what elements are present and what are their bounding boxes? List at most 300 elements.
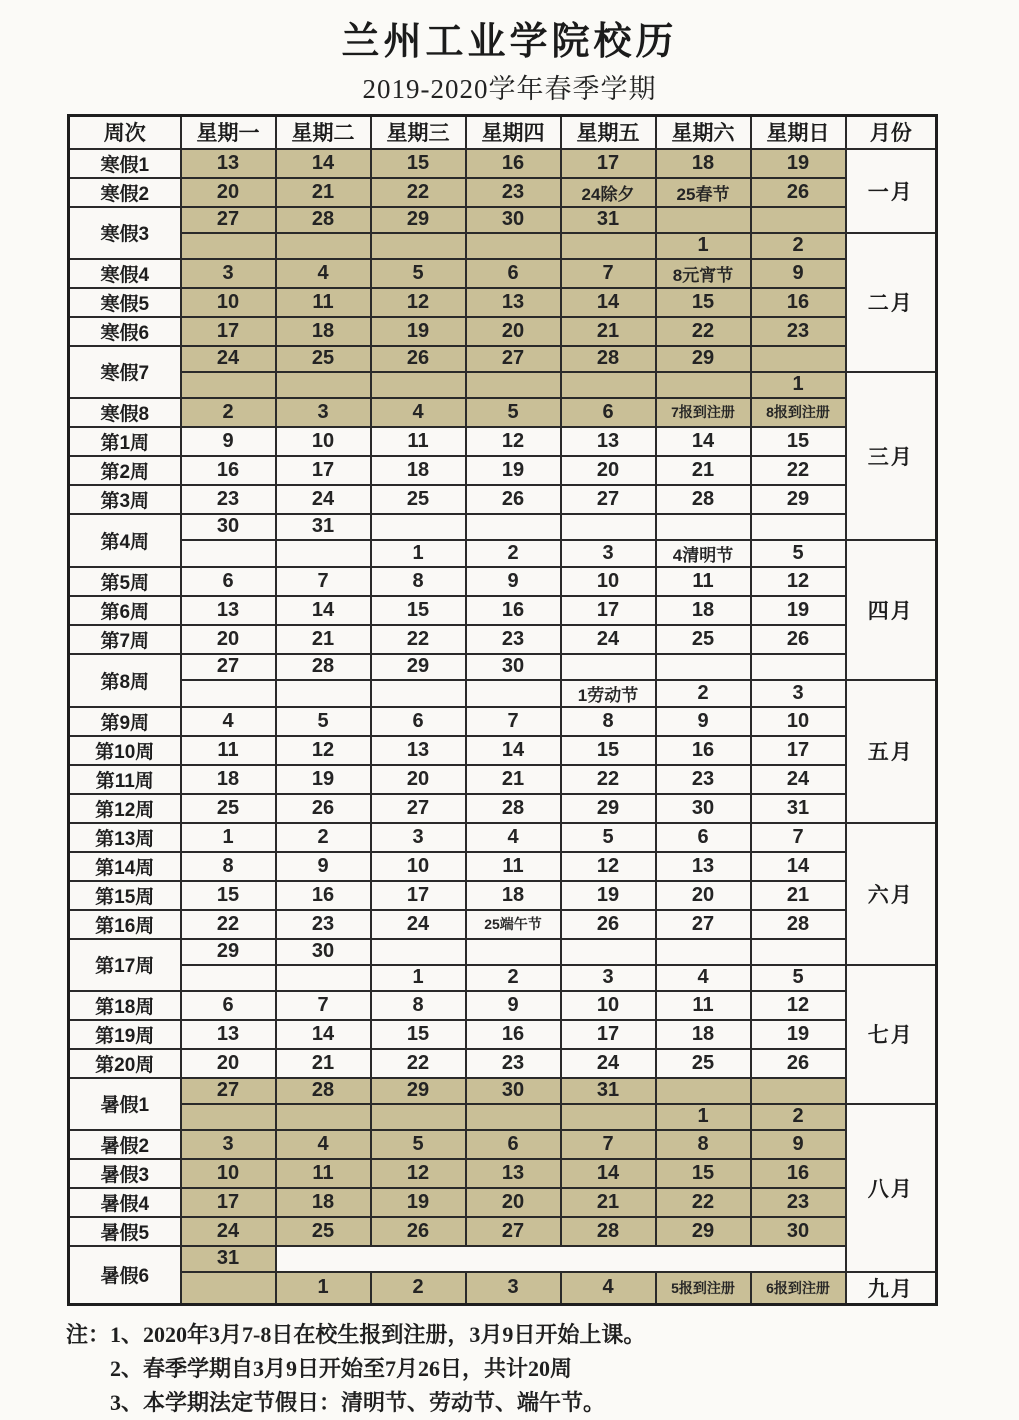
calendar-row xyxy=(69,1217,937,1246)
date-cell xyxy=(181,1272,276,1305)
date-cell: 9 xyxy=(181,427,276,456)
date-cell: 25 xyxy=(371,485,466,514)
date-cell: 21 xyxy=(656,456,751,485)
week-label: 暑假3 xyxy=(69,1159,181,1188)
date-cell xyxy=(181,680,276,707)
date-cell: 1 xyxy=(371,540,466,567)
date-cell: 12 xyxy=(371,1159,466,1188)
date-cell xyxy=(371,680,466,707)
calendar-row xyxy=(69,823,937,852)
date-cell: 29 xyxy=(371,207,466,233)
date-cell: 4 xyxy=(561,1272,656,1305)
date-cell: 22 xyxy=(656,317,751,346)
date-cell: 14 xyxy=(276,149,371,178)
week-label: 第20周 xyxy=(69,1049,181,1078)
date-cell xyxy=(181,965,276,991)
date-cell: 23 xyxy=(181,485,276,514)
date-cell: 2 xyxy=(466,965,561,991)
week-label: 暑假1 xyxy=(69,1078,181,1130)
date-cell: 16 xyxy=(656,736,751,765)
calendar-row xyxy=(69,910,937,939)
date-cell: 5 xyxy=(561,823,656,852)
calendar-row xyxy=(69,1272,937,1305)
date-cell xyxy=(371,514,466,540)
column-header: 星期五 xyxy=(561,116,656,149)
column-header: 月份 xyxy=(846,116,937,149)
calendar-row xyxy=(69,654,937,680)
date-cell: 13 xyxy=(561,427,656,456)
date-cell: 15 xyxy=(371,149,466,178)
date-cell: 5 xyxy=(466,398,561,427)
calendar-row xyxy=(69,680,937,707)
date-cell: 10 xyxy=(181,288,276,317)
date-cell: 25 xyxy=(656,1049,751,1078)
week-label: 第2周 xyxy=(69,456,181,485)
date-cell: 10 xyxy=(181,1159,276,1188)
date-cell: 7 xyxy=(466,707,561,736)
date-cell: 16 xyxy=(466,596,561,625)
date-cell: 9 xyxy=(751,259,846,288)
date-cell: 13 xyxy=(181,596,276,625)
date-cell: 24 xyxy=(276,485,371,514)
week-label: 暑假4 xyxy=(69,1188,181,1217)
calendar-row xyxy=(69,736,937,765)
date-cell: 6 xyxy=(466,1130,561,1159)
date-cell: 14 xyxy=(276,1020,371,1049)
date-cell: 20 xyxy=(656,881,751,910)
week-label: 第8周 xyxy=(69,654,181,707)
month-cell: 六月 xyxy=(846,823,937,965)
date-cell: 21 xyxy=(276,1049,371,1078)
date-cell: 16 xyxy=(751,288,846,317)
date-cell: 19 xyxy=(371,1188,466,1217)
week-label: 第14周 xyxy=(69,852,181,881)
calendar-row xyxy=(69,765,937,794)
calendar-row xyxy=(69,346,937,372)
column-header: 星期二 xyxy=(276,116,371,149)
date-cell: 28 xyxy=(656,485,751,514)
date-cell xyxy=(751,654,846,680)
note-item: 2、春季学期自3月9日开始至7月26日，共计20周 xyxy=(110,1355,573,1381)
date-cell: 20 xyxy=(466,1188,561,1217)
date-cell: 22 xyxy=(656,1188,751,1217)
date-cell: 25 xyxy=(276,346,371,372)
date-cell: 23 xyxy=(466,625,561,654)
date-cell xyxy=(276,540,371,567)
date-cell: 2 xyxy=(466,540,561,567)
date-cell: 15 xyxy=(181,881,276,910)
date-cell: 17 xyxy=(181,1188,276,1217)
date-cell: 21 xyxy=(276,625,371,654)
date-cell: 6 xyxy=(371,707,466,736)
date-cell: 2 xyxy=(181,398,276,427)
date-cell: 24 xyxy=(181,1217,276,1246)
date-cell xyxy=(561,654,656,680)
date-cell: 18 xyxy=(656,596,751,625)
week-label: 第1周 xyxy=(69,427,181,456)
column-header: 星期四 xyxy=(466,116,561,149)
month-cell: 七月 xyxy=(846,965,937,1104)
date-cell: 10 xyxy=(751,707,846,736)
week-label: 寒假7 xyxy=(69,346,181,398)
date-cell: 26 xyxy=(751,1049,846,1078)
calendar-row xyxy=(69,1020,937,1049)
header-row xyxy=(69,116,937,149)
week-label: 寒假2 xyxy=(69,178,181,207)
date-cell xyxy=(751,939,846,965)
date-cell: 8 xyxy=(371,567,466,596)
date-cell: 22 xyxy=(371,625,466,654)
date-cell: 11 xyxy=(181,736,276,765)
date-cell xyxy=(656,1078,751,1104)
date-cell: 13 xyxy=(656,852,751,881)
date-cell: 3 xyxy=(466,1272,561,1305)
date-cell: 26 xyxy=(466,485,561,514)
date-cell: 6 xyxy=(561,398,656,427)
date-cell: 10 xyxy=(371,852,466,881)
month-cell: 一月 xyxy=(846,149,937,233)
week-label: 暑假6 xyxy=(69,1246,181,1305)
date-cell: 3 xyxy=(561,540,656,567)
date-cell xyxy=(466,514,561,540)
week-label: 寒假1 xyxy=(69,149,181,178)
date-cell: 27 xyxy=(656,910,751,939)
date-cell: 15 xyxy=(371,596,466,625)
date-cell: 5 xyxy=(371,1130,466,1159)
date-cell: 30 xyxy=(466,1078,561,1104)
date-cell: 16 xyxy=(751,1159,846,1188)
calendar-row xyxy=(69,596,937,625)
month-cell: 五月 xyxy=(846,680,937,823)
date-cell: 28 xyxy=(276,1078,371,1104)
date-cell: 9 xyxy=(466,567,561,596)
calendar-row xyxy=(69,259,937,288)
date-cell: 11 xyxy=(466,852,561,881)
date-cell: 30 xyxy=(276,939,371,965)
date-cell: 26 xyxy=(561,910,656,939)
date-cell: 30 xyxy=(466,207,561,233)
date-cell: 31 xyxy=(561,1078,656,1104)
date-cell: 25 xyxy=(181,794,276,823)
date-cell: 19 xyxy=(561,881,656,910)
date-cell: 16 xyxy=(276,881,371,910)
date-cell xyxy=(181,233,276,259)
date-cell xyxy=(561,514,656,540)
date-cell: 28 xyxy=(276,654,371,680)
date-cell: 16 xyxy=(466,1020,561,1049)
date-cell xyxy=(181,540,276,567)
week-label: 第11周 xyxy=(69,765,181,794)
date-cell: 3 xyxy=(561,965,656,991)
calendar-row xyxy=(69,540,937,567)
date-cell: 19 xyxy=(466,456,561,485)
date-cell: 30 xyxy=(656,794,751,823)
date-cell xyxy=(751,1078,846,1104)
month-cell: 二月 xyxy=(846,233,937,372)
week-label: 第10周 xyxy=(69,736,181,765)
date-cell: 29 xyxy=(656,1217,751,1246)
calendar-table xyxy=(67,114,938,1306)
date-cell: 21 xyxy=(751,881,846,910)
date-cell: 17 xyxy=(561,1020,656,1049)
date-cell: 11 xyxy=(276,1159,371,1188)
date-cell: 12 xyxy=(751,567,846,596)
date-cell: 21 xyxy=(466,765,561,794)
notes-prefix: 注： xyxy=(66,1321,111,1347)
date-cell: 20 xyxy=(181,178,276,207)
date-cell: 27 xyxy=(181,1078,276,1104)
date-cell: 20 xyxy=(561,456,656,485)
date-cell: 22 xyxy=(751,456,846,485)
date-cell: 20 xyxy=(466,317,561,346)
week-label: 第7周 xyxy=(69,625,181,654)
week-label: 第12周 xyxy=(69,794,181,823)
date-cell: 5报到注册 xyxy=(656,1272,751,1305)
date-cell: 2 xyxy=(276,823,371,852)
date-cell: 23 xyxy=(656,765,751,794)
date-cell: 30 xyxy=(181,514,276,540)
date-cell: 1 xyxy=(656,1104,751,1130)
week-label: 暑假2 xyxy=(69,1130,181,1159)
date-cell: 21 xyxy=(276,178,371,207)
date-cell xyxy=(181,1104,276,1130)
date-cell: 2 xyxy=(751,233,846,259)
date-cell: 6 xyxy=(656,823,751,852)
week-label: 寒假4 xyxy=(69,259,181,288)
date-cell xyxy=(656,939,751,965)
date-cell: 14 xyxy=(751,852,846,881)
date-cell: 15 xyxy=(656,288,751,317)
week-label: 寒假8 xyxy=(69,398,181,427)
date-cell: 8 xyxy=(181,852,276,881)
date-cell: 1 xyxy=(371,965,466,991)
date-cell: 18 xyxy=(466,881,561,910)
date-cell: 7 xyxy=(751,823,846,852)
date-cell: 28 xyxy=(751,910,846,939)
date-cell xyxy=(466,233,561,259)
date-cell: 13 xyxy=(181,1020,276,1049)
date-cell: 29 xyxy=(561,794,656,823)
date-cell: 7 xyxy=(276,567,371,596)
date-cell: 15 xyxy=(371,1020,466,1049)
date-cell: 1 xyxy=(276,1272,371,1305)
date-cell xyxy=(561,939,656,965)
date-cell xyxy=(276,1104,371,1130)
date-cell: 26 xyxy=(371,346,466,372)
date-cell: 4 xyxy=(276,259,371,288)
date-cell: 2 xyxy=(751,1104,846,1130)
date-cell: 4 xyxy=(276,1130,371,1159)
date-cell xyxy=(276,965,371,991)
column-header: 周次 xyxy=(69,116,181,149)
date-cell: 20 xyxy=(181,625,276,654)
date-cell: 1 xyxy=(656,233,751,259)
date-cell xyxy=(371,372,466,398)
calendar-row xyxy=(69,398,937,427)
date-cell: 6 xyxy=(466,259,561,288)
date-cell: 10 xyxy=(276,427,371,456)
date-cell: 3 xyxy=(181,259,276,288)
month-cell: 三月 xyxy=(846,372,937,540)
date-cell: 29 xyxy=(751,485,846,514)
calendar-row xyxy=(69,1159,937,1188)
date-cell: 31 xyxy=(181,1246,276,1272)
calendar-row xyxy=(69,456,937,485)
date-cell: 15 xyxy=(751,427,846,456)
column-header: 星期六 xyxy=(656,116,751,149)
calendar-row xyxy=(69,1246,937,1272)
calendar-row xyxy=(69,1104,937,1130)
calendar-row xyxy=(69,707,937,736)
date-cell: 28 xyxy=(561,1217,656,1246)
date-cell: 28 xyxy=(276,207,371,233)
date-cell: 23 xyxy=(276,910,371,939)
date-cell xyxy=(466,372,561,398)
date-cell xyxy=(276,233,371,259)
column-header: 星期三 xyxy=(371,116,466,149)
date-cell: 13 xyxy=(466,288,561,317)
date-cell: 24 xyxy=(561,625,656,654)
date-cell: 19 xyxy=(276,765,371,794)
week-label: 第18周 xyxy=(69,991,181,1020)
week-label: 暑假5 xyxy=(69,1217,181,1246)
date-cell: 26 xyxy=(751,625,846,654)
date-cell: 7报到注册 xyxy=(656,398,751,427)
week-label: 第13周 xyxy=(69,823,181,852)
date-cell: 18 xyxy=(276,1188,371,1217)
date-cell: 11 xyxy=(656,567,751,596)
week-label: 第3周 xyxy=(69,485,181,514)
date-cell: 17 xyxy=(276,456,371,485)
calendar-row xyxy=(69,1078,937,1104)
week-label: 寒假5 xyxy=(69,288,181,317)
week-label: 第15周 xyxy=(69,881,181,910)
date-cell: 23 xyxy=(751,317,846,346)
date-cell: 21 xyxy=(561,317,656,346)
date-cell: 27 xyxy=(181,654,276,680)
date-cell: 27 xyxy=(466,1217,561,1246)
date-cell: 6 xyxy=(181,991,276,1020)
notes-list xyxy=(110,1318,1019,1420)
column-header: 星期一 xyxy=(181,116,276,149)
date-cell: 20 xyxy=(371,765,466,794)
date-cell: 3 xyxy=(751,680,846,707)
date-cell: 9 xyxy=(466,991,561,1020)
date-cell: 16 xyxy=(181,456,276,485)
date-cell xyxy=(371,939,466,965)
column-header: 星期日 xyxy=(751,116,846,149)
date-cell: 15 xyxy=(561,736,656,765)
calendar-row xyxy=(69,288,937,317)
date-cell: 31 xyxy=(276,514,371,540)
date-cell: 26 xyxy=(276,794,371,823)
date-cell xyxy=(751,207,846,233)
date-cell: 17 xyxy=(181,317,276,346)
date-cell: 9 xyxy=(751,1130,846,1159)
date-cell xyxy=(466,680,561,707)
date-cell: 11 xyxy=(656,991,751,1020)
date-cell: 9 xyxy=(276,852,371,881)
week-label: 第9周 xyxy=(69,707,181,736)
date-cell: 5 xyxy=(276,707,371,736)
date-cell: 28 xyxy=(466,794,561,823)
date-cell: 17 xyxy=(371,881,466,910)
calendar-row xyxy=(69,485,937,514)
date-cell xyxy=(751,346,846,372)
date-cell: 8 xyxy=(371,991,466,1020)
date-cell: 10 xyxy=(561,567,656,596)
date-cell: 1 xyxy=(181,823,276,852)
date-cell: 18 xyxy=(656,1020,751,1049)
date-cell: 7 xyxy=(561,1130,656,1159)
note-item: 3、本学期法定节假日：清明节、劳动节、端午节。 xyxy=(110,1389,606,1415)
date-cell: 10 xyxy=(561,991,656,1020)
date-cell xyxy=(656,654,751,680)
date-cell: 24除夕 xyxy=(561,178,656,207)
month-cell: 八月 xyxy=(846,1104,937,1272)
date-cell: 22 xyxy=(371,178,466,207)
date-cell: 8 xyxy=(561,707,656,736)
date-cell: 15 xyxy=(656,1159,751,1188)
week-label: 寒假3 xyxy=(69,207,181,259)
date-cell: 13 xyxy=(466,1159,561,1188)
date-cell: 30 xyxy=(751,1217,846,1246)
calendar-row xyxy=(69,514,937,540)
note-item: 1、2020年3月7-8日在校生报到注册，3月9日开始上课。 xyxy=(110,1321,646,1347)
date-cell: 12 xyxy=(371,288,466,317)
date-cell xyxy=(276,372,371,398)
date-cell: 27 xyxy=(561,485,656,514)
calendar-row xyxy=(69,625,937,654)
date-cell xyxy=(181,372,276,398)
date-cell xyxy=(371,1104,466,1130)
date-cell: 18 xyxy=(276,317,371,346)
notes xyxy=(66,1318,1019,1420)
date-cell: 14 xyxy=(561,1159,656,1188)
date-cell: 3 xyxy=(276,398,371,427)
date-cell xyxy=(561,372,656,398)
date-cell: 25 xyxy=(276,1217,371,1246)
date-cell: 4 xyxy=(181,707,276,736)
page-subtitle: 2019-2020学年春季学期 xyxy=(362,74,657,104)
date-cell xyxy=(656,207,751,233)
calendar-row xyxy=(69,567,937,596)
calendar-row xyxy=(69,233,937,259)
date-cell: 18 xyxy=(181,765,276,794)
month-cell: 九月 xyxy=(846,1272,937,1305)
date-cell: 27 xyxy=(371,794,466,823)
date-cell: 29 xyxy=(371,654,466,680)
date-cell: 17 xyxy=(561,596,656,625)
calendar-row xyxy=(69,1188,937,1217)
date-cell: 7 xyxy=(276,991,371,1020)
date-cell: 14 xyxy=(561,288,656,317)
date-cell: 24 xyxy=(751,765,846,794)
date-cell: 14 xyxy=(466,736,561,765)
date-cell xyxy=(276,680,371,707)
calendar-row xyxy=(69,852,937,881)
date-cell: 5 xyxy=(751,965,846,991)
date-cell: 16 xyxy=(466,149,561,178)
date-cell: 12 xyxy=(276,736,371,765)
date-cell: 23 xyxy=(466,178,561,207)
date-cell xyxy=(561,1104,656,1130)
week-label: 第16周 xyxy=(69,910,181,939)
date-cell: 4清明节 xyxy=(656,540,751,567)
date-cell xyxy=(656,372,751,398)
calendar-row xyxy=(69,1130,937,1159)
date-cell: 5 xyxy=(751,540,846,567)
